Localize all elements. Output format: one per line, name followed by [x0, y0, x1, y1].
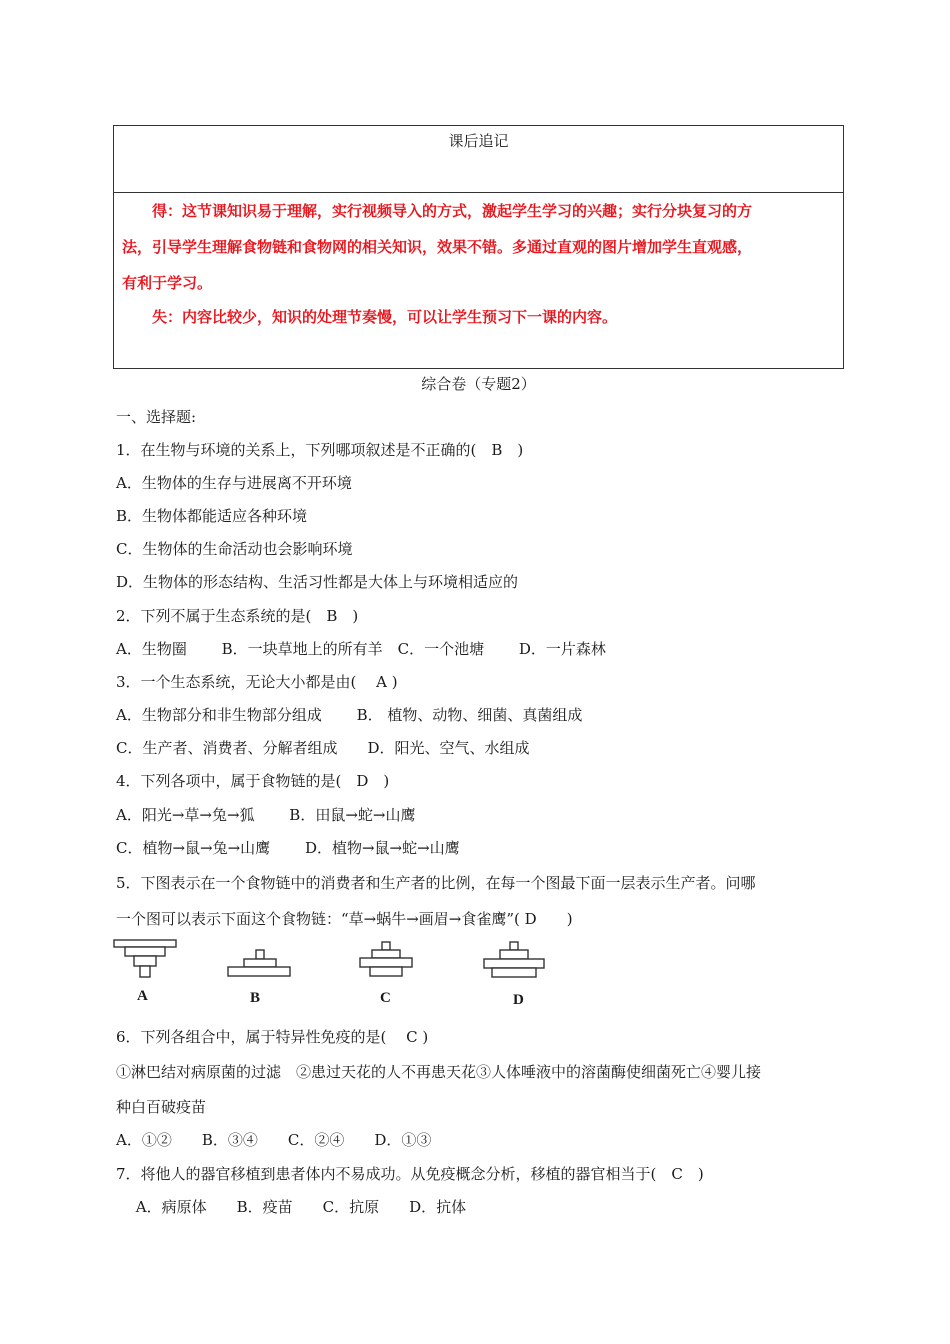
question-6-options: A．①② B．③④ C．②④ D．①③ [116, 1131, 432, 1149]
box-divider [114, 192, 843, 193]
question-6-items-line-2: 种白百破疫苗 [116, 1098, 207, 1116]
question-3-options-ab: A．生物部分和非生物部分组成 B． 植物、动物、细菌、真菌组成 [116, 706, 583, 724]
question-7-options: A．病原体 B．疫苗 C．抗原 D．抗体 [116, 1198, 467, 1216]
question-6-items-line-1: ①淋巴结对病原菌的过滤 ②患过天花的人不再患天花③人体唾液中的溶菌酶使细菌死亡④婴儿接 [116, 1063, 762, 1081]
reflection-title: 课后追记 [448, 132, 509, 150]
question-1-option-c: C．生物体的生命活动也会影响环境 [116, 540, 353, 558]
question-4-options-ab: A．阳光→草→兔→狐 B．田鼠→蛇→山鹰 [116, 806, 416, 824]
pyramid-figure-b [226, 938, 294, 984]
question-5-line-2: 一个图可以表示下面这个食物链：“草→蜗牛→画眉→食雀鹰”( D ) [116, 910, 573, 928]
question-2-options: A．生物圈 B．一块草地上的所有羊 C．一个池塘 D．一片森林 [116, 640, 606, 658]
pyramid-figure-c [352, 938, 420, 984]
question-3-options-cd: C．生产者、消费者、分解者组成 D．阳光、空气、水组成 [116, 739, 530, 757]
gain-line-3: 有利于学习。 [122, 274, 213, 292]
question-4-options-cd: C．植物→鼠→兔→山鹰 D．植物→鼠→蛇→山鹰 [116, 839, 460, 857]
pyramid-figure-d [480, 938, 548, 984]
question-5-line-1: 5．下图表示在一个食物链中的消费者和生产者的比例，在每一个图最下面一层表示生产者。问哪 [116, 874, 756, 892]
gain-line-1: 得：这节课知识易于理解，实行视频导入的方式，激起学生学习的兴趣；实行分块复习的方 [122, 202, 753, 220]
question-1-option-a: A．生物体的生存与进展离不开环境 [116, 474, 352, 492]
loss-line: 失：内容比较少，知识的处理节奏慢，可以让学生预习下一课的内容。 [122, 308, 618, 326]
question-1-option-d: D．生物体的形态结构、生活习性都是大体上与环境相适应的 [116, 573, 519, 591]
question-4: 4．下列各项中，属于食物链的是( D ) [116, 772, 390, 790]
reflection-box [113, 125, 844, 369]
figure-label-a: A [137, 988, 148, 1004]
exam-title: 综合卷（专题2） [421, 375, 536, 393]
question-1-option-b: B．生物体都能适应各种环境 [116, 507, 308, 525]
question-7: 7．将他人的器官移植到患者体内不易成功。从免疫概念分析，移植的器官相当于( C ) [116, 1165, 704, 1183]
gain-line-2: 法，引导学生理解食物链和食物网的相关知识，效果不错。多通过直观的图片增加学生直观感， [122, 238, 753, 256]
pyramid-figure-a [112, 938, 180, 984]
question-1: 1．在生物与环境的关系上，下列哪项叙述是不正确的( B ) [116, 441, 524, 459]
question-2: 2．下列不属于生态系统的是( B ) [116, 607, 359, 625]
question-3: 3．一个生态系统，无论大小都是由( A ) [116, 673, 398, 691]
figure-label-b: B [250, 990, 261, 1006]
question-6: 6．下列各组合中，属于特异性免疫的是( C ) [116, 1028, 429, 1046]
section-heading: 一、选择题: [116, 408, 197, 426]
figure-label-c: C [380, 990, 391, 1006]
figure-label-d: D [513, 992, 524, 1008]
